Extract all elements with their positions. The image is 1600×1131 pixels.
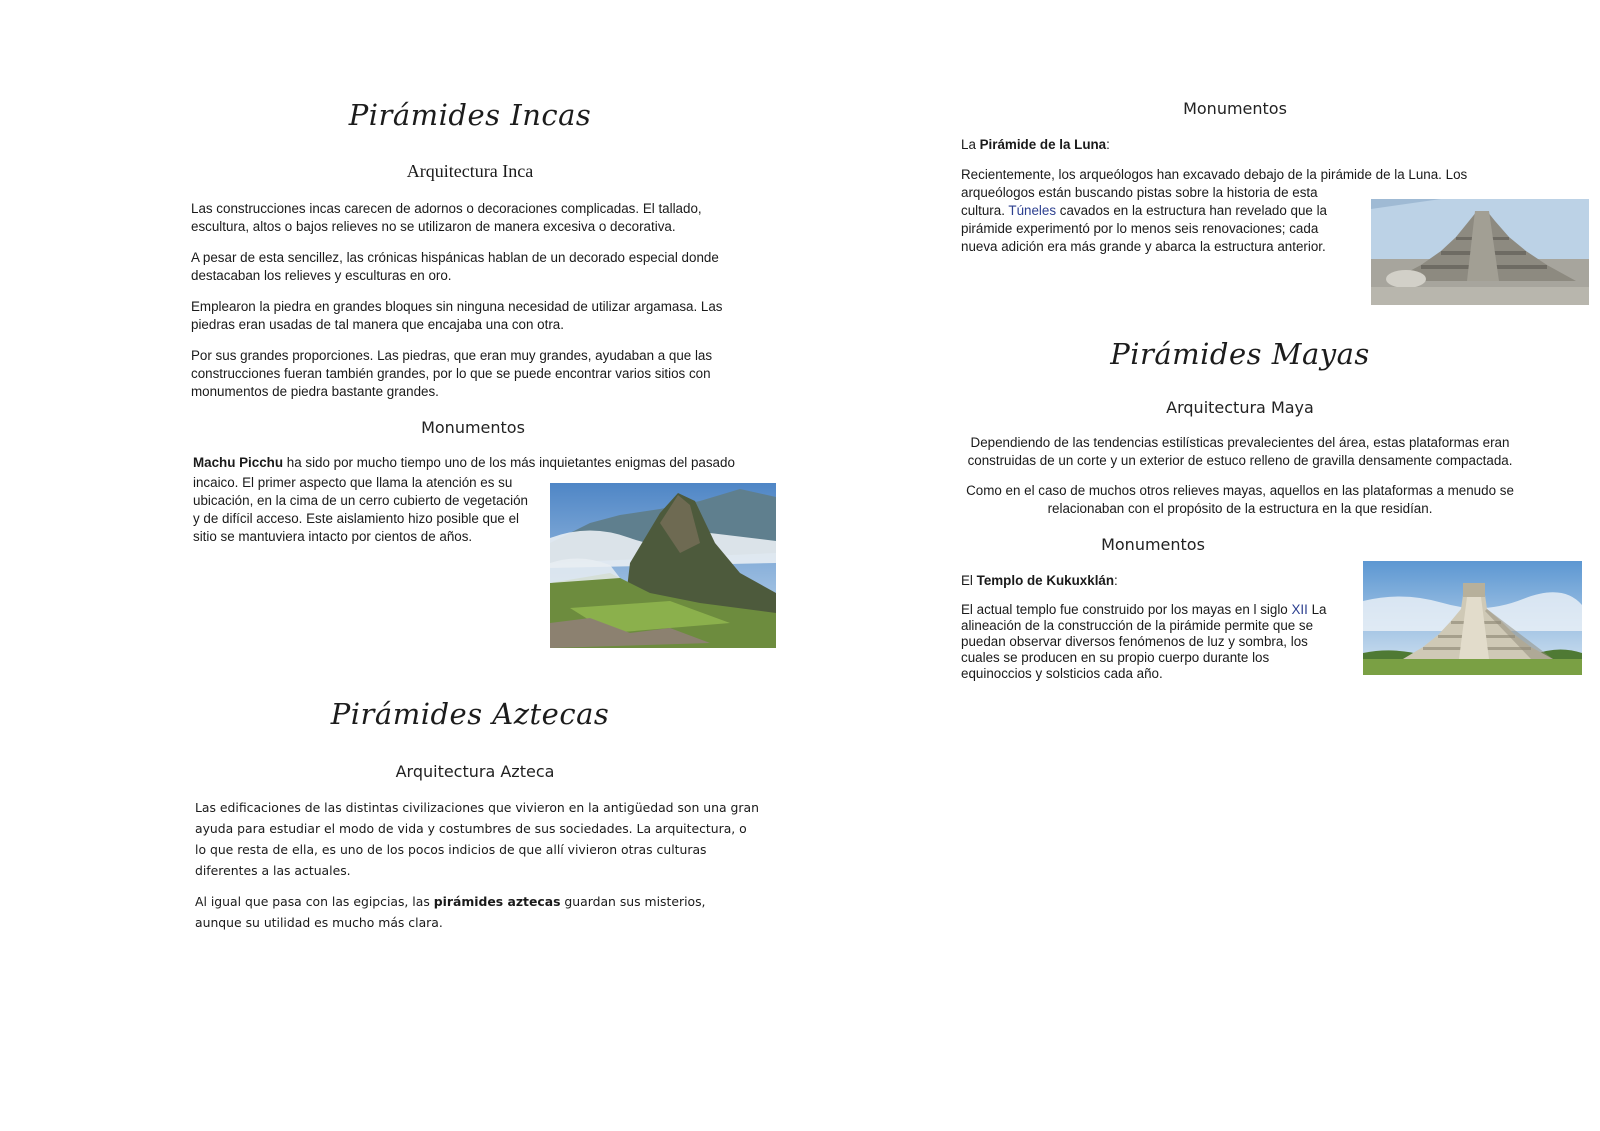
mayas-paragraph-2: Como en el caso de muchos otros relieves mayas, aquellos en las plataformas a menudo se relacionaban con el propósito de la estructura en la que residían. (966, 483, 1514, 516)
siglo-xii-link[interactable]: XII (1291, 602, 1308, 617)
aztecas-p2-end: guardan sus misterios, aunque su utilidad es mucho más clara. (195, 894, 706, 930)
luna-line-1: Recientemente, los arqueólogos han excavado debajo de la pirámide de la Luna. Los (961, 167, 1468, 182)
machu-picchu-text: incaico. El primer aspecto que llama la atención es su ubicación, en la cima de un cerro cubierto de vegetación y de difícil acceso. Este aislamiento hizo posible que el sitio se mantuviera intacto por cientos de años. (193, 475, 528, 544)
templo-kukulkan-photo (1363, 561, 1582, 675)
aztecas-paragraph-1: Las edificaciones de las distintas civilizaciones que vivieron en la antigüedad son una gran ayuda para estudiar el modo de vida y costumbres de sus sociedades. La arquitectura, o lo que resta de ella, es uno de los pocos indicios de que allí vivieron otras culturas diferentes a las actuales. (195, 800, 759, 878)
kukulkan-text (961, 602, 1341, 682)
kukulkan-heading (961, 572, 1361, 590)
mayas-title: Pirámides Mayas (1110, 337, 1370, 371)
luna-heading-name: Pirámide de la Luna (979, 137, 1107, 152)
aztecas-p2-bold: pirámides aztecas (433, 894, 561, 909)
kukulkan-heading-prefix: El (961, 573, 977, 588)
tuneles-link[interactable]: Túneles (1008, 203, 1057, 218)
incas-subtitle: Arquitectura Inca (406, 161, 534, 181)
mayas-subtitle: Arquitectura Maya (1166, 398, 1314, 417)
luna-body (961, 184, 1339, 256)
luna-body-end: cavados en la estructura han revelado que la pirámide experimentó por lo menos seis renovaciones; cada nueva adición era más grande y abarca la estructura anterior. (961, 203, 1327, 254)
luna-heading-colon: : (1106, 137, 1110, 152)
machu-picchu-photo (550, 483, 776, 648)
kukulkan-heading-name: Templo de Kukuxklán (976, 573, 1115, 588)
aztecas-p2-start: Al igual que pasa con las egipcias, las (195, 894, 434, 909)
incas-paragraph-3: Emplearon la piedra en grandes bloques sin ninguna necesidad de utilizar argamasa. Las piedras eran usadas de tal manera que encajaba una con otra. (191, 299, 723, 332)
luna-heading (961, 136, 1361, 154)
luna-heading-prefix: La (961, 137, 980, 152)
machu-picchu-intro: ha sido por mucho tiempo uno de los más inquietantes enigmas del pasado (283, 455, 735, 470)
luna-body-rest: arqueólogos están buscando pistas sobre la historia de esta cultura. (961, 185, 1318, 218)
mayas-monumentos-heading: Monumentos (1101, 535, 1205, 554)
machu-picchu-text-line1 (193, 454, 753, 472)
aztecas-paragraph-2 (195, 891, 735, 933)
kukulkan-text-end: La alineación de la construcción de la pirámide permite que se puedan observar diversos fenómenos de luz y sombra, los cuales se producen en su propio cuerpo durante los equinoccios y solsticios cada año. (961, 602, 1327, 681)
mayas-paragraph-1: Dependiendo de las tendencias estilísticas prevalecientes del área, estas plataformas eran construidas de un corte y un exterior de estuco relleno de gravilla densamente compactada. (967, 435, 1513, 468)
incas-paragraph-2: A pesar de esta sencillez, las crónicas hispánicas hablan de un decorado especial donde destacaban los relieves y esculturas en oro. (191, 250, 719, 283)
luna-monumentos-heading: Monumentos (1183, 99, 1287, 118)
incas-paragraph-4: Por sus grandes proporciones. Las piedras, que eran muy grandes, ayudaban a que las construcciones fueran también grandes, por lo que se puede encontrar varios sitios con monumentos de piedra bastante grandes. (191, 348, 713, 399)
incas-monumentos-heading: Monumentos (421, 418, 525, 437)
incas-title: Pirámides Incas (348, 98, 592, 132)
aztecas-title: Pirámides Aztecas (330, 697, 610, 731)
aztecas-subtitle: Arquitectura Azteca (395, 762, 555, 781)
kukulkan-heading-colon: : (1114, 573, 1118, 588)
incas-paragraph-1: Las construcciones incas carecen de adornos o decoraciones complicadas. El tallado, escultura, altos o bajos relieves no se utilizaron de manera excesiva o decorativa. (191, 201, 702, 234)
kukulkan-text-start: El actual templo fue construido por los mayas en l siglo (961, 602, 1292, 617)
piramide-luna-photo (1371, 199, 1589, 305)
machu-picchu-name: Machu Picchu (193, 455, 284, 470)
